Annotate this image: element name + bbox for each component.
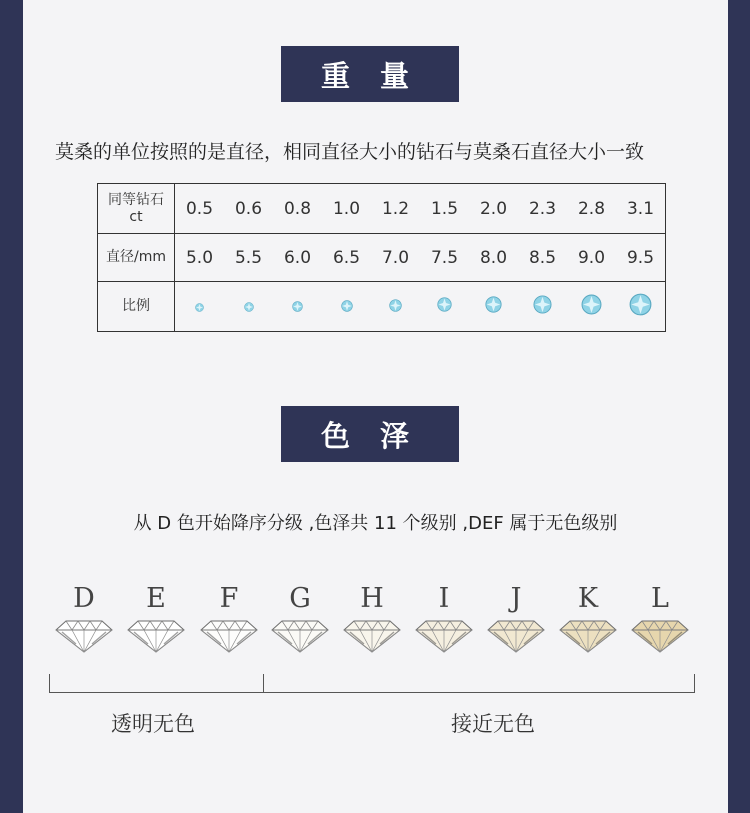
diamond-icon xyxy=(630,618,690,654)
gem-scale-icon xyxy=(244,297,254,317)
diameter-cell: 5.5 xyxy=(224,234,273,282)
weight-description: 莫桑的单位按照的是直径，相同直径大小的钻石与莫桑石直径大小一致 xyxy=(55,141,645,163)
table-row-carat xyxy=(98,184,666,234)
color-grade-item xyxy=(627,582,693,654)
colorless-group-label: 透明无色 xyxy=(111,712,195,736)
color-grade-item xyxy=(51,582,117,654)
carat-cell: 1.0 xyxy=(322,184,371,234)
diameter-row-label: 直径/mm xyxy=(98,234,175,282)
color-grade-item xyxy=(411,582,477,654)
carat-cell: 2.3 xyxy=(518,184,567,234)
gem-scale-icon xyxy=(341,297,353,317)
diameter-cell: 9.0 xyxy=(567,234,616,282)
grade-bracket-line xyxy=(49,674,695,693)
scale-cell xyxy=(420,282,469,332)
carat-cell: 0.5 xyxy=(175,184,225,234)
scale-cell xyxy=(273,282,322,332)
scale-cell xyxy=(371,282,420,332)
weight-section-title: 重 量 xyxy=(281,46,459,102)
diameter-cell: 8.5 xyxy=(518,234,567,282)
diameter-cell: 8.0 xyxy=(469,234,518,282)
diameter-cell: 5.0 xyxy=(175,234,225,282)
near-colorless-group-label: 接近无色 xyxy=(451,712,535,736)
gem-scale-icon xyxy=(485,296,502,318)
grade-letter: F xyxy=(219,583,239,614)
size-comparison-table xyxy=(97,183,666,332)
color-grade-scale xyxy=(51,582,701,662)
gem-scale-icon xyxy=(581,294,602,320)
color-grade-item xyxy=(555,582,621,654)
diameter-cell: 7.5 xyxy=(420,234,469,282)
diameter-cell: 9.5 xyxy=(616,234,666,282)
carat-cell: 3.1 xyxy=(616,184,666,234)
diamond-icon xyxy=(414,618,474,654)
bracket-tick-right xyxy=(694,674,695,693)
color-grade-item xyxy=(196,582,262,654)
color-section-title: 色 泽 xyxy=(281,406,459,462)
diamond-icon xyxy=(199,618,259,654)
grade-letter: D xyxy=(73,583,95,614)
color-grade-item xyxy=(267,582,333,654)
diameter-cell: 6.0 xyxy=(273,234,322,282)
diamond-icon xyxy=(270,618,330,654)
scale-row-label: 比例 xyxy=(98,282,175,332)
grade-letter: I xyxy=(438,583,450,614)
diamond-icon xyxy=(54,618,114,654)
diamond-icon xyxy=(486,618,546,654)
gem-scale-icon xyxy=(629,293,652,321)
grade-letter: E xyxy=(146,583,166,614)
bracket-tick-divider xyxy=(263,674,264,693)
color-description: 从 D 色开始降序分级 ,色泽共 11 个级别 ,DEF 属于无色级别 xyxy=(133,513,618,534)
color-grade-item xyxy=(483,582,549,654)
scale-cell xyxy=(616,282,666,332)
diamond-icon xyxy=(342,618,402,654)
grade-letter: G xyxy=(289,583,311,614)
scale-cell xyxy=(518,282,567,332)
grade-letter: H xyxy=(360,583,384,614)
carat-cell: 0.6 xyxy=(224,184,273,234)
color-grade-item xyxy=(339,582,405,654)
carat-row-unit: ct xyxy=(129,208,143,225)
gem-scale-icon xyxy=(437,297,452,317)
scale-cell xyxy=(567,282,616,332)
table-row-scale xyxy=(98,282,666,332)
table-row-diameter xyxy=(98,234,666,282)
diameter-cell: 6.5 xyxy=(322,234,371,282)
carat-cell: 0.8 xyxy=(273,184,322,234)
carat-row-header xyxy=(98,184,175,234)
page-canvas xyxy=(23,0,728,813)
scale-cell xyxy=(469,282,518,332)
gem-scale-icon xyxy=(195,297,204,317)
carat-cell: 2.0 xyxy=(469,184,518,234)
grade-letter: J xyxy=(510,583,522,614)
carat-row-label: 同等钻石 xyxy=(108,191,164,208)
gem-scale-icon xyxy=(533,295,552,319)
grade-letter: K xyxy=(577,583,599,614)
diameter-cell: 7.0 xyxy=(371,234,420,282)
carat-cell: 1.5 xyxy=(420,184,469,234)
scale-cell xyxy=(175,282,225,332)
grade-letter: L xyxy=(651,583,669,614)
carat-cell: 2.8 xyxy=(567,184,616,234)
color-grade-item xyxy=(123,582,189,654)
gem-scale-icon xyxy=(389,297,402,317)
diamond-icon xyxy=(558,618,618,654)
scale-cell xyxy=(322,282,371,332)
scale-cell xyxy=(224,282,273,332)
diamond-icon xyxy=(126,618,186,654)
gem-scale-icon xyxy=(292,297,303,317)
carat-cell: 1.2 xyxy=(371,184,420,234)
